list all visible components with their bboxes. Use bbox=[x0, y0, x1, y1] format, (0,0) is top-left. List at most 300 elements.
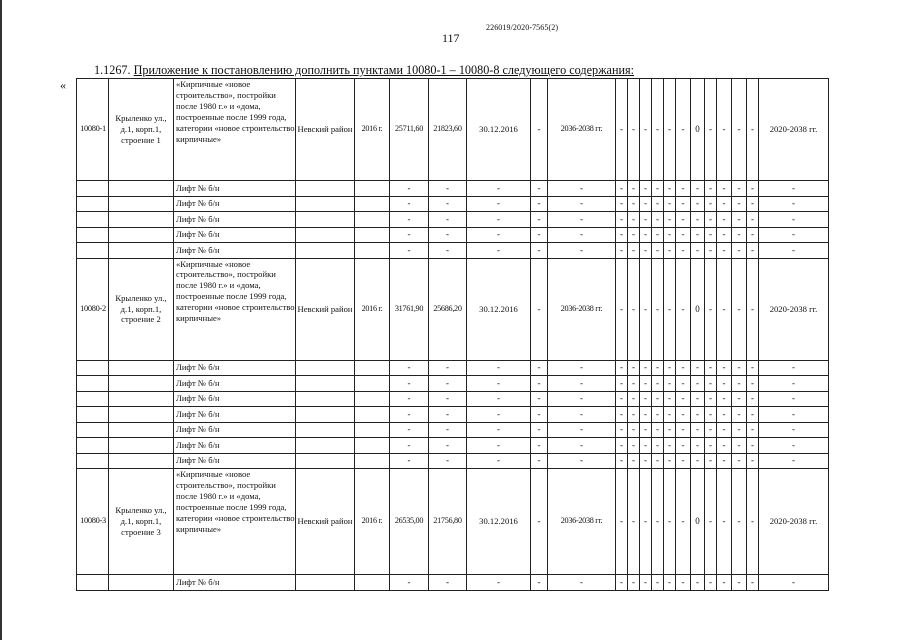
term-cell: - bbox=[640, 258, 652, 360]
year-cell: 2016 г. bbox=[355, 469, 390, 575]
term-cell: - bbox=[705, 469, 717, 575]
term-cell: - bbox=[705, 79, 717, 181]
term-cell: - bbox=[652, 422, 664, 438]
term-cell: - bbox=[747, 469, 759, 575]
table-row-lift bbox=[77, 181, 829, 197]
term-cell: - bbox=[676, 575, 691, 591]
dash-cell: - bbox=[531, 422, 548, 438]
area-total-cell: - bbox=[390, 575, 429, 591]
term-cell: - bbox=[652, 243, 664, 259]
address-cell bbox=[109, 376, 174, 392]
year-cell bbox=[355, 243, 390, 259]
term-cell: - bbox=[705, 243, 717, 259]
table-row-lift bbox=[77, 196, 829, 212]
lift-name-cell: Лифт № б/н bbox=[174, 453, 296, 469]
term-cell: - bbox=[705, 227, 717, 243]
district-cell bbox=[296, 212, 355, 228]
address-cell: Крыленко ул., д.1, корп.1, строение 2 bbox=[109, 258, 174, 360]
dash-cell: - bbox=[531, 258, 548, 360]
overall-period-cell: - bbox=[759, 376, 829, 392]
term-cell: - bbox=[628, 575, 640, 591]
term-cell: - bbox=[664, 227, 676, 243]
item-number-cell bbox=[77, 376, 109, 392]
area-living-cell: 21823,60 bbox=[429, 79, 467, 181]
area-total-cell: - bbox=[390, 360, 429, 376]
year-cell bbox=[355, 181, 390, 197]
term-cell: - bbox=[628, 227, 640, 243]
district-cell bbox=[296, 196, 355, 212]
term-cell: - bbox=[747, 212, 759, 228]
term-cell: - bbox=[640, 422, 652, 438]
area-living-cell: 25686,20 bbox=[429, 258, 467, 360]
date-cell: - bbox=[467, 438, 531, 454]
term-cell: - bbox=[705, 422, 717, 438]
lift-name-cell: Лифт № б/н bbox=[174, 438, 296, 454]
term-cell: - bbox=[640, 360, 652, 376]
term-cell: - bbox=[628, 243, 640, 259]
term-cell: - bbox=[747, 453, 759, 469]
object-type-cell: «Кирпичные «новое строительство», постройки после 1980 г.» и «дома, построенные после 1999 года, категории «новое строительство кирпичные» bbox=[174, 469, 296, 575]
district-cell bbox=[296, 438, 355, 454]
term-cell: - bbox=[676, 79, 691, 181]
term-cell: - bbox=[628, 469, 640, 575]
area-living-cell: - bbox=[429, 212, 467, 228]
term-cell: - bbox=[717, 360, 732, 376]
term-cell: - bbox=[676, 469, 691, 575]
term-cell: - bbox=[664, 258, 676, 360]
lift-name-cell: Лифт № б/н bbox=[174, 391, 296, 407]
term-cell: - bbox=[616, 227, 628, 243]
term-cell: - bbox=[747, 391, 759, 407]
lift-name-cell: Лифт № б/н bbox=[174, 196, 296, 212]
address-cell: Крыленко ул., д.1, корп.1, строение 3 bbox=[109, 469, 174, 575]
term-cell: - bbox=[616, 79, 628, 181]
term-cell: - bbox=[717, 212, 732, 228]
term-cell: - bbox=[664, 575, 676, 591]
period-cell: - bbox=[548, 376, 616, 392]
term-cell: 0 bbox=[691, 79, 705, 181]
item-number-cell bbox=[77, 438, 109, 454]
term-cell: - bbox=[717, 407, 732, 423]
address-cell bbox=[109, 407, 174, 423]
overall-period-cell: - bbox=[759, 407, 829, 423]
term-cell: - bbox=[747, 360, 759, 376]
table-row-building bbox=[77, 469, 829, 575]
term-cell: - bbox=[640, 438, 652, 454]
term-cell: - bbox=[676, 212, 691, 228]
dash-cell: - bbox=[531, 376, 548, 392]
term-cell: - bbox=[652, 407, 664, 423]
term-cell: - bbox=[664, 453, 676, 469]
period-cell: - bbox=[548, 575, 616, 591]
term-cell: - bbox=[717, 438, 732, 454]
term-cell: - bbox=[691, 438, 705, 454]
area-total-cell: 25711,60 bbox=[390, 79, 429, 181]
term-cell: - bbox=[628, 196, 640, 212]
term-cell: - bbox=[691, 376, 705, 392]
term-cell: - bbox=[628, 181, 640, 197]
term-cell: - bbox=[717, 575, 732, 591]
term-cell: - bbox=[652, 196, 664, 212]
dash-cell: - bbox=[531, 575, 548, 591]
overall-period-cell: - bbox=[759, 438, 829, 454]
term-cell: - bbox=[616, 360, 628, 376]
term-cell: - bbox=[717, 258, 732, 360]
term-cell: - bbox=[640, 391, 652, 407]
term-cell: - bbox=[676, 181, 691, 197]
term-cell: - bbox=[640, 575, 652, 591]
term-cell: - bbox=[732, 227, 747, 243]
area-living-cell: - bbox=[429, 227, 467, 243]
period-cell: - bbox=[548, 360, 616, 376]
term-cell: - bbox=[732, 181, 747, 197]
area-living-cell: - bbox=[429, 407, 467, 423]
term-cell: - bbox=[676, 196, 691, 212]
term-cell: - bbox=[705, 453, 717, 469]
term-cell: - bbox=[616, 575, 628, 591]
year-cell: 2016 г. bbox=[355, 258, 390, 360]
lift-name-cell: Лифт № б/н bbox=[174, 407, 296, 423]
item-number-cell: 10080-2 bbox=[77, 258, 109, 360]
term-cell: - bbox=[640, 227, 652, 243]
term-cell: - bbox=[664, 422, 676, 438]
address-cell bbox=[109, 438, 174, 454]
term-cell: - bbox=[676, 391, 691, 407]
term-cell: - bbox=[747, 438, 759, 454]
term-cell: - bbox=[664, 196, 676, 212]
term-cell: - bbox=[717, 391, 732, 407]
date-cell: - bbox=[467, 407, 531, 423]
term-cell: - bbox=[732, 360, 747, 376]
term-cell: - bbox=[616, 212, 628, 228]
area-total-cell: - bbox=[390, 212, 429, 228]
term-cell: - bbox=[732, 575, 747, 591]
term-cell: - bbox=[747, 181, 759, 197]
dash-cell: - bbox=[531, 243, 548, 259]
date-cell: - bbox=[467, 360, 531, 376]
district-cell bbox=[296, 575, 355, 591]
term-cell: - bbox=[628, 376, 640, 392]
district-cell bbox=[296, 376, 355, 392]
document-id: 226019/2020-7565(2) bbox=[486, 23, 559, 32]
area-total-cell: - bbox=[390, 376, 429, 392]
table-row-lift bbox=[77, 438, 829, 454]
term-cell: - bbox=[652, 258, 664, 360]
date-cell: - bbox=[467, 575, 531, 591]
overall-period-cell: - bbox=[759, 360, 829, 376]
dash-cell: - bbox=[531, 181, 548, 197]
term-cell: - bbox=[747, 243, 759, 259]
table-row-building bbox=[77, 79, 829, 181]
term-cell: - bbox=[628, 407, 640, 423]
address-cell: Крыленко ул., д.1, корп.1, строение 1 bbox=[109, 79, 174, 181]
period-cell: 2036-2038 гг. bbox=[548, 469, 616, 575]
date-cell: - bbox=[467, 422, 531, 438]
term-cell: - bbox=[640, 79, 652, 181]
period-cell: - bbox=[548, 438, 616, 454]
item-number-cell bbox=[77, 453, 109, 469]
district-cell bbox=[296, 181, 355, 197]
overall-period-cell: - bbox=[759, 227, 829, 243]
term-cell: - bbox=[640, 453, 652, 469]
address-cell bbox=[109, 360, 174, 376]
term-cell: - bbox=[691, 575, 705, 591]
term-cell: - bbox=[717, 79, 732, 181]
term-cell: - bbox=[691, 212, 705, 228]
overall-period-cell: 2020-2038 гг. bbox=[759, 79, 829, 181]
period-cell: 2036-2038 гг. bbox=[548, 79, 616, 181]
term-cell: - bbox=[732, 258, 747, 360]
term-cell: - bbox=[732, 469, 747, 575]
term-cell: - bbox=[664, 407, 676, 423]
term-cell: - bbox=[717, 243, 732, 259]
term-cell: - bbox=[616, 258, 628, 360]
district-cell bbox=[296, 243, 355, 259]
term-cell: - bbox=[705, 391, 717, 407]
term-cell: - bbox=[676, 360, 691, 376]
term-cell: - bbox=[640, 376, 652, 392]
term-cell: - bbox=[616, 469, 628, 575]
lift-name-cell: Лифт № б/н bbox=[174, 227, 296, 243]
term-cell: - bbox=[628, 391, 640, 407]
term-cell: - bbox=[747, 79, 759, 181]
table-row-lift bbox=[77, 453, 829, 469]
term-cell: - bbox=[652, 391, 664, 407]
dash-cell: - bbox=[531, 469, 548, 575]
item-number-cell bbox=[77, 391, 109, 407]
term-cell: - bbox=[691, 407, 705, 423]
term-cell: - bbox=[747, 227, 759, 243]
period-cell: - bbox=[548, 227, 616, 243]
overall-period-cell: - bbox=[759, 196, 829, 212]
term-cell: - bbox=[717, 227, 732, 243]
term-cell: - bbox=[691, 360, 705, 376]
address-cell bbox=[109, 212, 174, 228]
term-cell: - bbox=[717, 422, 732, 438]
term-cell: - bbox=[628, 212, 640, 228]
year-cell bbox=[355, 360, 390, 376]
term-cell: - bbox=[691, 227, 705, 243]
term-cell: - bbox=[691, 243, 705, 259]
overall-period-cell: - bbox=[759, 243, 829, 259]
date-cell: - bbox=[467, 212, 531, 228]
term-cell: - bbox=[705, 196, 717, 212]
date-cell: 30.12.2016 bbox=[467, 469, 531, 575]
term-cell: - bbox=[732, 453, 747, 469]
term-cell: 0 bbox=[691, 469, 705, 575]
area-living-cell: 21756,80 bbox=[429, 469, 467, 575]
period-cell: 2036-2038 гг. bbox=[548, 258, 616, 360]
item-number-cell bbox=[77, 196, 109, 212]
area-total-cell: - bbox=[390, 407, 429, 423]
term-cell: - bbox=[732, 79, 747, 181]
term-cell: - bbox=[676, 453, 691, 469]
term-cell: - bbox=[664, 376, 676, 392]
district-cell bbox=[296, 391, 355, 407]
term-cell: - bbox=[652, 469, 664, 575]
page-left-border bbox=[0, 0, 2, 640]
district-cell bbox=[296, 227, 355, 243]
term-cell: - bbox=[616, 196, 628, 212]
term-cell: - bbox=[747, 575, 759, 591]
opening-quote: « bbox=[60, 78, 66, 92]
overall-period-cell: - bbox=[759, 391, 829, 407]
period-cell: - bbox=[548, 181, 616, 197]
year-cell bbox=[355, 391, 390, 407]
district-cell: Невский район bbox=[296, 469, 355, 575]
term-cell: - bbox=[616, 376, 628, 392]
table-row-lift bbox=[77, 376, 829, 392]
dash-cell: - bbox=[531, 79, 548, 181]
overall-period-cell: - bbox=[759, 575, 829, 591]
period-cell: - bbox=[548, 391, 616, 407]
area-total-cell: - bbox=[390, 391, 429, 407]
term-cell: - bbox=[616, 243, 628, 259]
term-cell: - bbox=[652, 453, 664, 469]
overall-period-cell: 2020-2038 гг. bbox=[759, 258, 829, 360]
term-cell: - bbox=[664, 391, 676, 407]
area-living-cell: - bbox=[429, 453, 467, 469]
date-cell: - bbox=[467, 453, 531, 469]
address-cell bbox=[109, 181, 174, 197]
dash-cell: - bbox=[531, 212, 548, 228]
table-row-lift bbox=[77, 422, 829, 438]
term-cell: - bbox=[616, 422, 628, 438]
year-cell bbox=[355, 196, 390, 212]
term-cell: - bbox=[747, 196, 759, 212]
table-row-lift bbox=[77, 243, 829, 259]
area-living-cell: - bbox=[429, 391, 467, 407]
term-cell: - bbox=[747, 422, 759, 438]
date-cell: - bbox=[467, 227, 531, 243]
year-cell bbox=[355, 422, 390, 438]
object-type-cell: «Кирпичные «новое строительство», постройки после 1980 г.» и «дома, построенные после 1999 года, категории «новое строительство кирпичные» bbox=[174, 258, 296, 360]
term-cell: - bbox=[705, 376, 717, 392]
term-cell: - bbox=[732, 376, 747, 392]
address-cell bbox=[109, 196, 174, 212]
term-cell: - bbox=[664, 181, 676, 197]
term-cell: - bbox=[664, 360, 676, 376]
term-cell: - bbox=[676, 227, 691, 243]
area-total-cell: 26535,00 bbox=[390, 469, 429, 575]
address-cell bbox=[109, 453, 174, 469]
item-number-cell bbox=[77, 243, 109, 259]
area-living-cell: - bbox=[429, 196, 467, 212]
term-cell: - bbox=[640, 469, 652, 575]
term-cell: - bbox=[616, 391, 628, 407]
period-cell: - bbox=[548, 453, 616, 469]
term-cell: - bbox=[664, 438, 676, 454]
date-cell: - bbox=[467, 196, 531, 212]
overall-period-cell: 2020-2038 гг. bbox=[759, 469, 829, 575]
item-number-cell bbox=[77, 407, 109, 423]
item-number-cell bbox=[77, 360, 109, 376]
term-cell: - bbox=[640, 196, 652, 212]
term-cell: - bbox=[732, 407, 747, 423]
address-cell bbox=[109, 391, 174, 407]
date-cell: - bbox=[467, 181, 531, 197]
term-cell: - bbox=[628, 453, 640, 469]
term-cell: - bbox=[717, 181, 732, 197]
overall-period-cell: - bbox=[759, 453, 829, 469]
table-row-lift bbox=[77, 227, 829, 243]
area-living-cell: - bbox=[429, 575, 467, 591]
dash-cell: - bbox=[531, 407, 548, 423]
area-total-cell: - bbox=[390, 196, 429, 212]
item-number-cell bbox=[77, 212, 109, 228]
term-cell: - bbox=[732, 243, 747, 259]
lift-name-cell: Лифт № б/н bbox=[174, 376, 296, 392]
term-cell: - bbox=[664, 79, 676, 181]
term-cell: - bbox=[640, 243, 652, 259]
term-cell: - bbox=[747, 407, 759, 423]
district-cell bbox=[296, 360, 355, 376]
table-row-lift bbox=[77, 360, 829, 376]
table-row-lift bbox=[77, 407, 829, 423]
item-number-cell bbox=[77, 422, 109, 438]
year-cell bbox=[355, 453, 390, 469]
year-cell bbox=[355, 575, 390, 591]
item-number-cell bbox=[77, 575, 109, 591]
term-cell: - bbox=[616, 181, 628, 197]
date-cell: - bbox=[467, 391, 531, 407]
overall-period-cell: - bbox=[759, 212, 829, 228]
term-cell: - bbox=[628, 422, 640, 438]
term-cell: - bbox=[652, 227, 664, 243]
term-cell: - bbox=[652, 575, 664, 591]
term-cell: - bbox=[717, 453, 732, 469]
term-cell: - bbox=[691, 196, 705, 212]
term-cell: - bbox=[628, 360, 640, 376]
lift-name-cell: Лифт № б/н bbox=[174, 181, 296, 197]
section-heading bbox=[94, 63, 634, 78]
term-cell: - bbox=[664, 212, 676, 228]
year-cell bbox=[355, 227, 390, 243]
item-number-cell bbox=[77, 227, 109, 243]
area-living-cell: - bbox=[429, 438, 467, 454]
term-cell: - bbox=[732, 196, 747, 212]
term-cell: - bbox=[640, 407, 652, 423]
district-cell bbox=[296, 407, 355, 423]
page-number: 117 bbox=[442, 31, 460, 45]
district-cell: Невский район bbox=[296, 79, 355, 181]
period-cell: - bbox=[548, 243, 616, 259]
area-total-cell: - bbox=[390, 422, 429, 438]
term-cell: - bbox=[705, 575, 717, 591]
dash-cell: - bbox=[531, 391, 548, 407]
area-total-cell: - bbox=[390, 438, 429, 454]
term-cell: - bbox=[616, 453, 628, 469]
term-cell: - bbox=[747, 376, 759, 392]
year-cell: 2016 г. bbox=[355, 79, 390, 181]
area-living-cell: - bbox=[429, 243, 467, 259]
area-total-cell: - bbox=[390, 453, 429, 469]
term-cell: - bbox=[691, 181, 705, 197]
lift-name-cell: Лифт № б/н bbox=[174, 575, 296, 591]
term-cell: - bbox=[652, 79, 664, 181]
dash-cell: - bbox=[531, 438, 548, 454]
year-cell bbox=[355, 407, 390, 423]
term-cell: - bbox=[717, 376, 732, 392]
area-total-cell: - bbox=[390, 227, 429, 243]
date-cell: - bbox=[467, 376, 531, 392]
term-cell: - bbox=[717, 469, 732, 575]
lift-name-cell: Лифт № б/н bbox=[174, 360, 296, 376]
period-cell: - bbox=[548, 196, 616, 212]
term-cell: 0 bbox=[691, 258, 705, 360]
term-cell: - bbox=[640, 212, 652, 228]
term-cell: - bbox=[691, 453, 705, 469]
